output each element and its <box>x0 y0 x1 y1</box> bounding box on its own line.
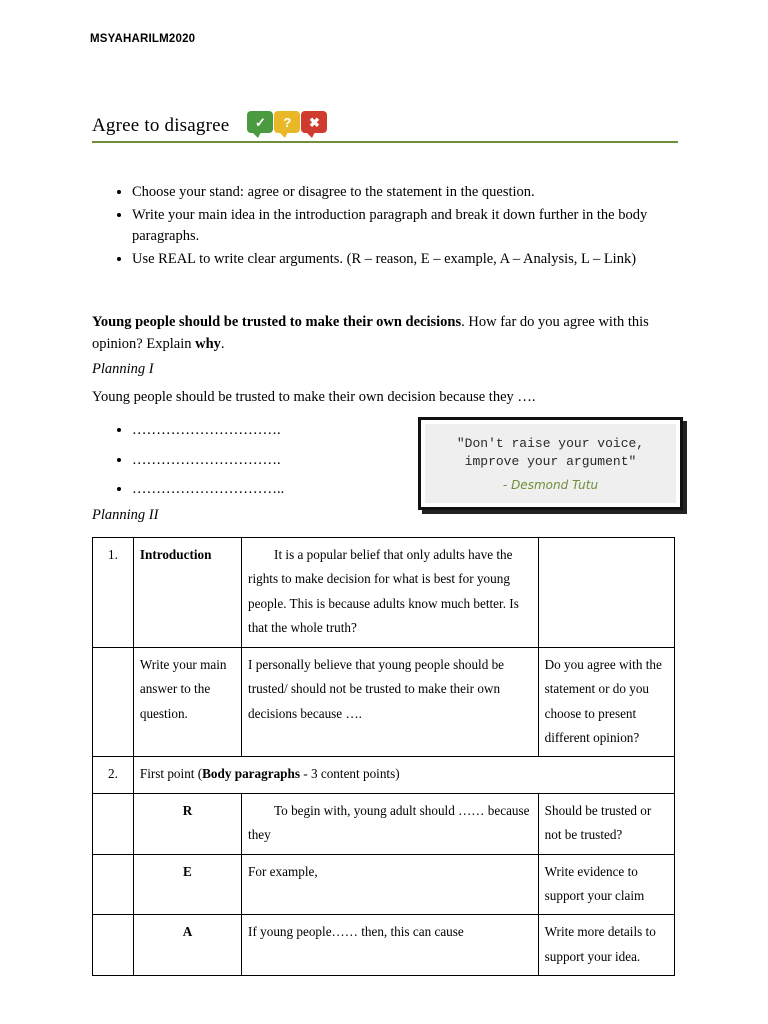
essay-prompt <box>92 312 672 356</box>
row-section-header <box>133 757 674 793</box>
instructions-list <box>110 182 670 272</box>
title-divider <box>92 141 678 143</box>
row-number <box>93 793 134 854</box>
list-item: • Write your main idea in the introduction paragraph and break it down further in the body paragraphs. <box>132 205 670 247</box>
list-item: • ………………………….. <box>132 475 410 505</box>
table-row <box>93 915 675 976</box>
document-header-tag: MSYAHARILM2020 <box>90 33 196 45</box>
row-content: For example, <box>242 854 539 915</box>
quote-line-1: "Don't raise your voice, <box>456 435 645 451</box>
section-bold: Body paragraphs <box>202 766 300 782</box>
instruction-real-text: Use REAL to write clear arguments. (R – reason, E – example, A – Analysis, L – Link) <box>132 251 637 268</box>
chat-bubble-red-icon: ✖ <box>301 111 327 133</box>
quote-line-2: improve your argument" <box>464 453 637 469</box>
row-label: E <box>133 854 241 915</box>
list-item: • …………………………. <box>132 416 410 446</box>
row-number <box>93 915 134 976</box>
row-note: Should be trusted or not be trusted? <box>538 793 674 854</box>
row-content <box>242 538 539 648</box>
list-item: • …………………………. <box>132 446 410 476</box>
planning-one-heading: Planning I <box>92 361 154 377</box>
row-note: Write evidence to support your claim <box>538 854 674 915</box>
table-row <box>93 538 675 648</box>
chat-bubble-green-icon: ✓ <box>247 111 273 133</box>
section-prefix: First point ( <box>139 766 203 782</box>
row-note <box>538 538 674 648</box>
row-number <box>93 854 134 915</box>
table-row <box>93 793 675 854</box>
page-title: Agree to disagree <box>92 115 230 137</box>
row-note: Do you agree with the statement or do you choose to present different opinion? <box>538 647 674 757</box>
prompt-statement: Young people should be trusted to make their own decisions <box>92 314 462 330</box>
row-label: A <box>133 915 241 976</box>
row-label: Introduction <box>133 538 241 648</box>
section-suffix: - 3 content points) <box>299 766 400 782</box>
row-label: R <box>133 793 241 854</box>
row-content-text: To begin with, young adult should …… because they <box>248 802 530 843</box>
row-number: 1. <box>93 538 134 648</box>
row-content-text: It is a popular belief that only adults have the rights to make decision for what is best for young people. This is because adults know much better. Is that the whole truth? <box>248 547 519 636</box>
table-row <box>93 647 675 757</box>
table-row <box>93 757 675 793</box>
list-item: • Choose your stand: agree or disagree to the statement in the question. <box>132 182 670 203</box>
row-label: Write your main answer to the question. <box>133 647 241 757</box>
row-note: Write more details to support your idea. <box>538 915 674 976</box>
list-item <box>132 249 670 270</box>
planning-one-blanks <box>110 416 410 505</box>
quote-callout <box>418 417 683 510</box>
planning-two-heading: Planning II <box>92 507 159 523</box>
title-block <box>92 95 678 143</box>
row-content <box>242 793 539 854</box>
prompt-question-emphasis: why <box>195 335 221 352</box>
table-row <box>93 854 675 915</box>
prompt-question-end: . <box>220 335 225 352</box>
prompt-question: . How far do you agree with this opinion? Explain <box>92 314 649 352</box>
quote-author: - Desmond Tutu <box>502 478 599 493</box>
row-number: 2. <box>93 757 134 793</box>
chat-bubbles-graphic <box>247 111 327 133</box>
planning-table <box>92 537 675 976</box>
row-content: I personally believe that young people should be trusted/ should not be trusted to make their own decisions because …. <box>242 647 539 757</box>
row-content: If young people…… then, this can cause <box>242 915 539 976</box>
chat-bubble-yellow-icon: ? <box>274 111 300 133</box>
planning-one-stem: Young people should be trusted to make their own decision because they …. <box>92 389 536 405</box>
row-number <box>93 647 134 757</box>
